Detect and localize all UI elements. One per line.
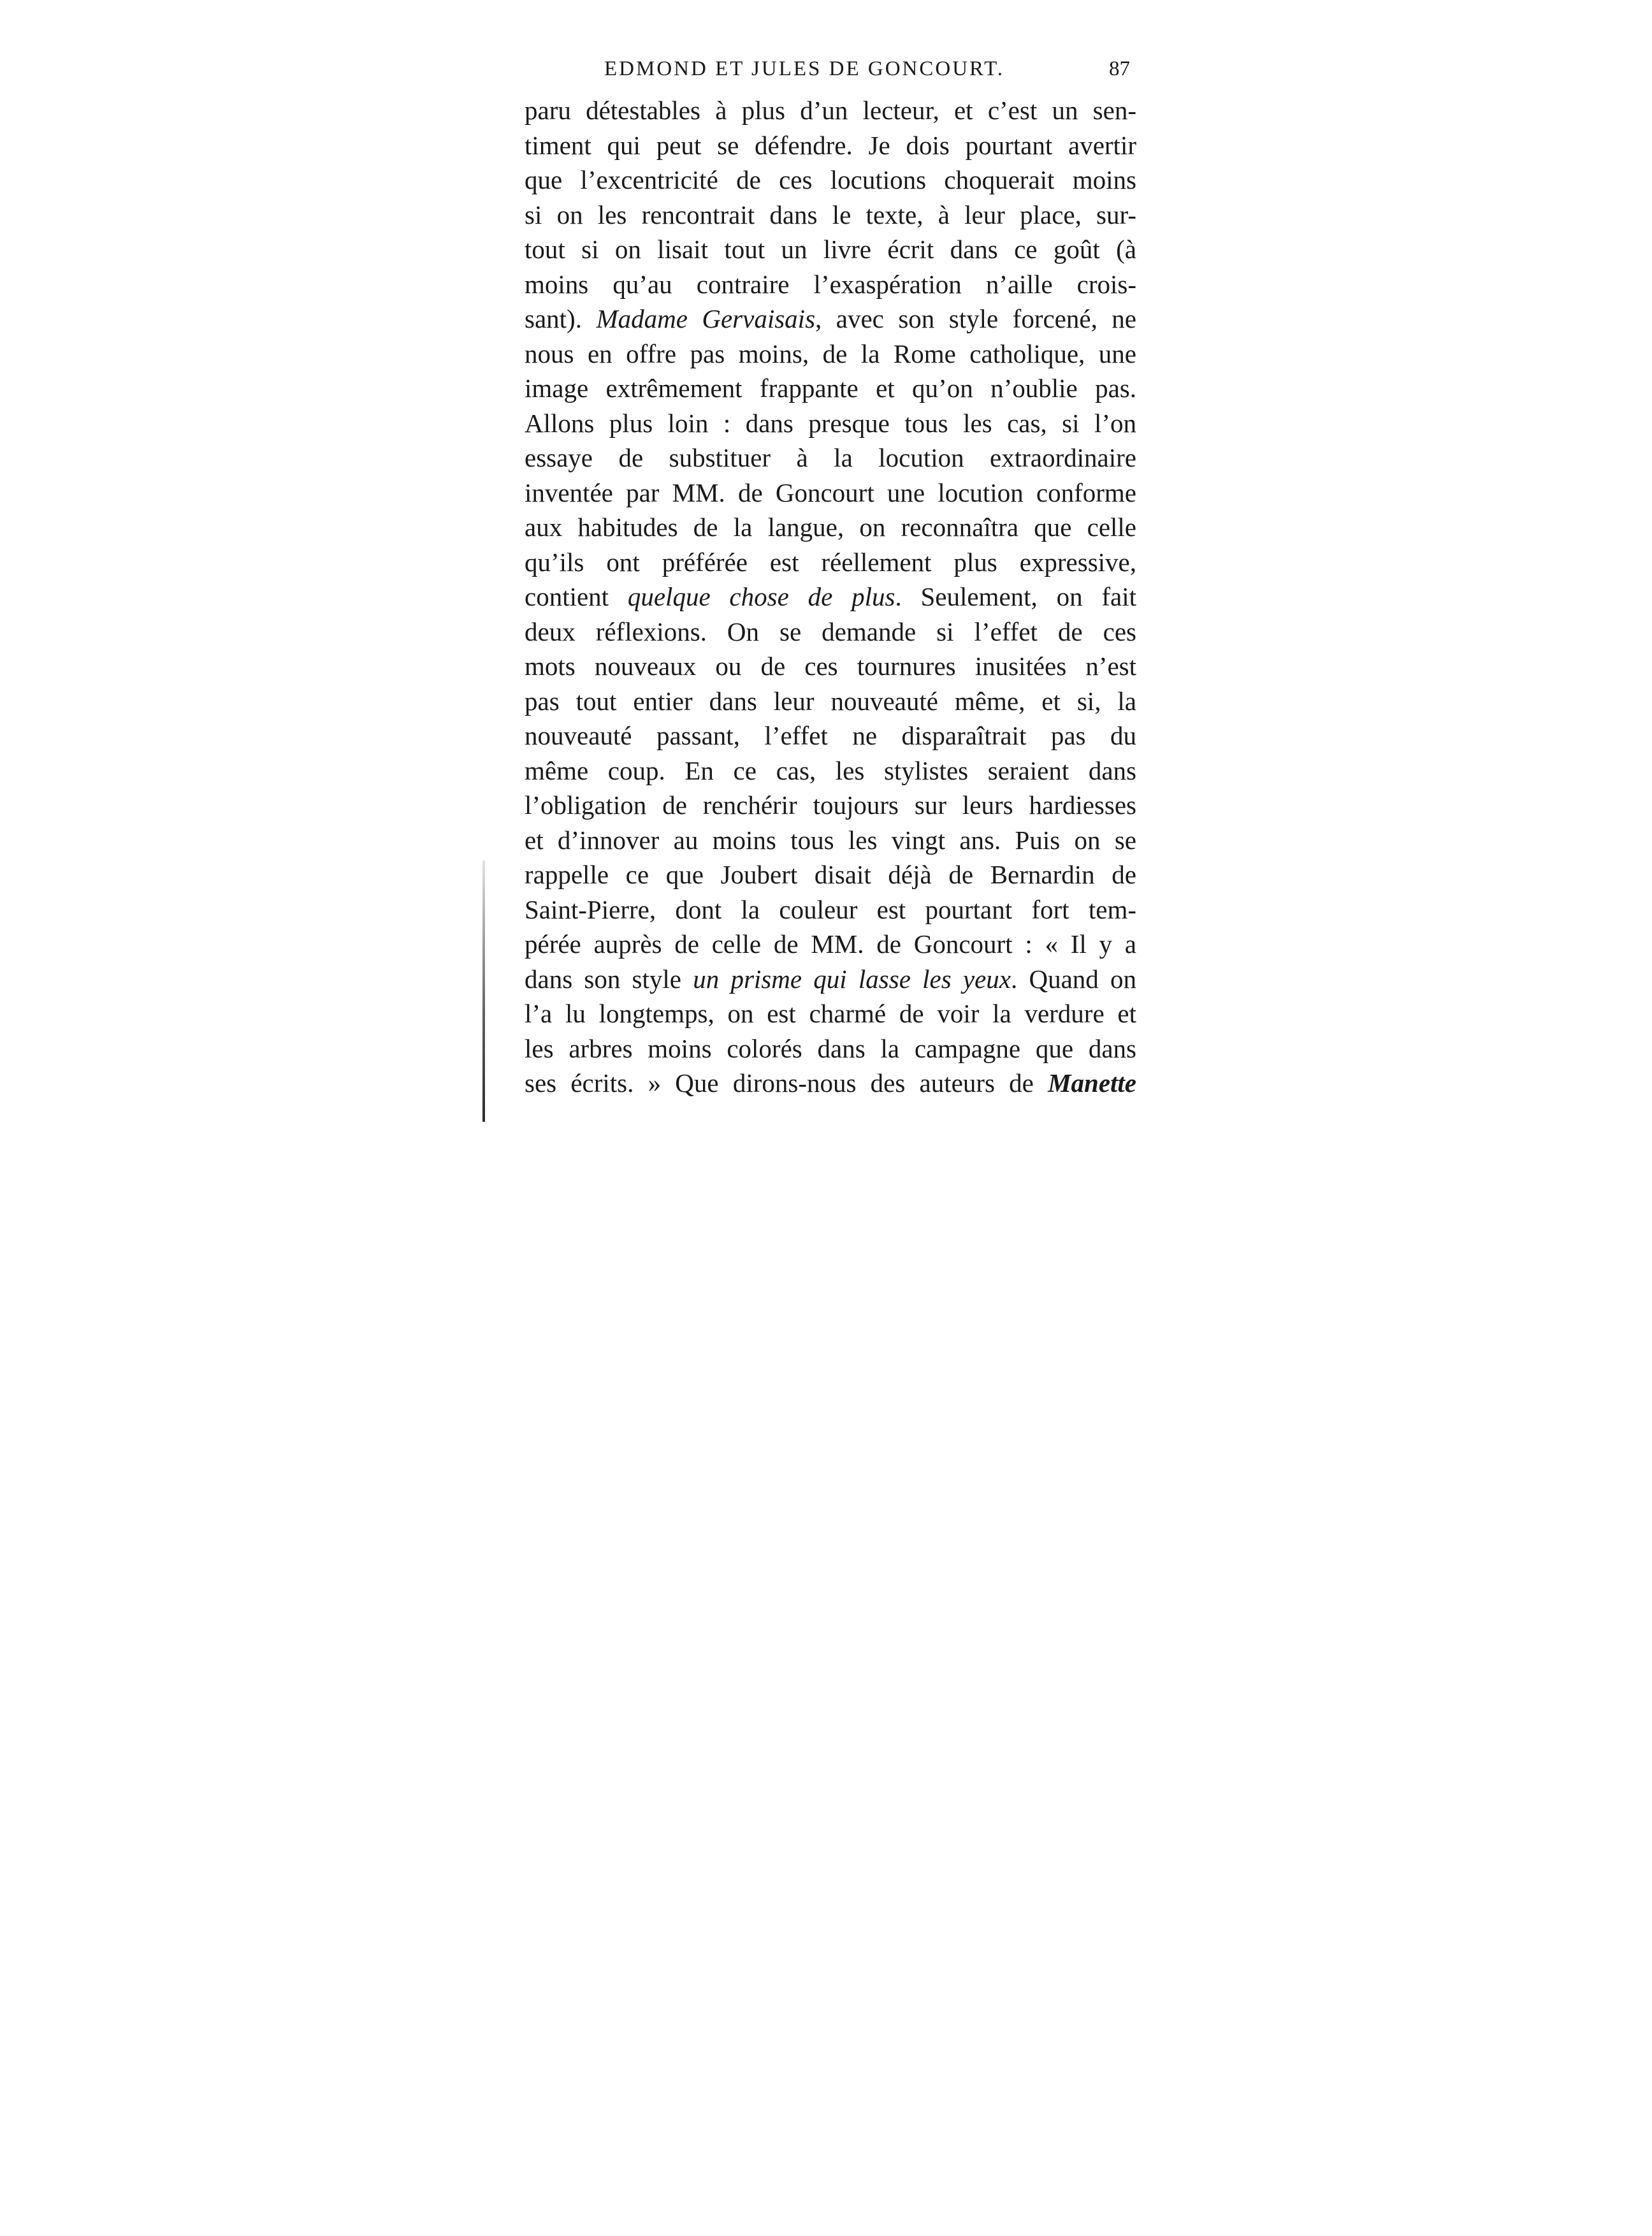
- text-segment: Saint-Pierre, dont la couleur est pourtant fort tem-: [525, 894, 1136, 924]
- text-segment: sant).: [525, 304, 597, 333]
- text-line: [525, 1066, 1136, 1101]
- text-line: [525, 440, 1136, 476]
- text-line: [525, 857, 1136, 892]
- text-line: [525, 718, 1136, 753]
- body-text: [525, 93, 1136, 1101]
- text-segment: si on les rencontrait dans le texte, à leur place, sur-: [525, 200, 1136, 229]
- text-segment: ses écrits. » Que dirons-nous des auteurs de: [525, 1068, 1048, 1098]
- running-title: EDMOND ET JULES DE GONCOURT.: [604, 57, 1005, 80]
- text-segment: tout si on lisait tout un livre écrit dans ce goût (à: [525, 235, 1136, 264]
- text-line: [525, 163, 1136, 198]
- text-segment: l’a lu longtemps, on est charmé de voir la verdure et: [525, 999, 1136, 1028]
- text-line: [525, 684, 1136, 719]
- text-segment: quelque chose de plus: [627, 582, 895, 611]
- text-line: [525, 753, 1136, 788]
- text-segment: . Quand on: [1011, 964, 1136, 994]
- text-segment: deux réflexions. On se demande si l’effet de ces: [525, 616, 1136, 646]
- text-line: [525, 93, 1136, 128]
- text-segment: que l’excentricité de ces locutions choquerait moins: [525, 165, 1136, 194]
- text-line: [525, 198, 1136, 233]
- text-line: [525, 614, 1136, 650]
- text-line: [525, 337, 1136, 372]
- text-line: [525, 406, 1136, 441]
- text-line: [525, 927, 1136, 962]
- margin-scan-mark: [482, 860, 485, 1122]
- text-line: [525, 128, 1136, 163]
- text-line: [525, 788, 1136, 823]
- text-segment: aux habitudes de la langue, on reconnaîtra que celle: [525, 512, 1136, 542]
- text-line: [525, 301, 1136, 337]
- text-segment: image extrêmement frappante et qu’on n’oublie pas.: [525, 374, 1136, 403]
- text-line: [525, 892, 1136, 927]
- text-segment: mots nouveaux ou de ces tournures inusitées n’est: [525, 651, 1136, 681]
- text-segment: . Seulement, on fait: [895, 582, 1136, 611]
- text-line: [525, 1031, 1136, 1066]
- text-segment: paru détestables à plus d’un lecteur, et c’est un sen-: [525, 96, 1136, 125]
- text-segment: les arbres moins colorés dans la campagne que dans: [525, 1033, 1136, 1063]
- text-segment: nouveauté passant, l’effet ne disparaîtrait pas du: [525, 721, 1136, 750]
- page-number: 87: [1109, 57, 1130, 80]
- text-segment: Madame Gervaisais: [596, 304, 816, 333]
- text-segment: l’obligation de renchérir toujours sur leurs hardiesses: [525, 790, 1136, 820]
- text-segment: un prisme qui lasse les yeux: [693, 964, 1011, 994]
- text-line: [525, 267, 1136, 302]
- running-head: [537, 50, 1130, 88]
- text-segment: même coup. En ce cas, les stylistes seraient dans: [525, 755, 1136, 785]
- text-segment: inventée par MM. de Goncourt une locution conforme: [525, 477, 1136, 507]
- text-segment: pérée auprès de celle de MM. de Goncourt : « Il y a: [525, 929, 1136, 959]
- text-segment: Manette: [1048, 1068, 1136, 1098]
- text-segment: qu’ils ont préférée est réellement plus expressive,: [525, 547, 1136, 577]
- text-line: [525, 545, 1136, 580]
- text-segment: rappelle ce que Joubert disait déjà de Bernardin de: [525, 860, 1136, 889]
- text-segment: timent qui peut se défendre. Je dois pourtant avertir: [525, 130, 1136, 160]
- text-segment: dans son style: [525, 964, 693, 994]
- text-line: [525, 476, 1136, 511]
- text-line: [525, 510, 1136, 545]
- text-segment: et d’innover au moins tous les vingt ans. Puis on se: [525, 825, 1136, 855]
- text-segment: contient: [525, 582, 628, 611]
- text-line: [525, 579, 1136, 614]
- text-line: [525, 649, 1136, 684]
- text-line: [525, 371, 1136, 406]
- text-line: [525, 232, 1136, 267]
- text-segment: essaye de substituer à la locution extraordinaire: [525, 443, 1136, 472]
- text-segment: Allons plus loin : dans presque tous les cas, si l’on: [525, 408, 1136, 438]
- text-segment: , avec son style forcené, ne: [815, 304, 1136, 333]
- text-line: [525, 823, 1136, 858]
- text-segment: moins qu’au contraire l’exaspération n’aille crois-: [525, 269, 1136, 299]
- text-segment: pas tout entier dans leur nouveauté même, et si, la: [525, 686, 1136, 716]
- text-line: [525, 962, 1136, 997]
- text-segment: nous en offre pas moins, de la Rome catholique, une: [525, 338, 1136, 368]
- text-line: [525, 996, 1136, 1031]
